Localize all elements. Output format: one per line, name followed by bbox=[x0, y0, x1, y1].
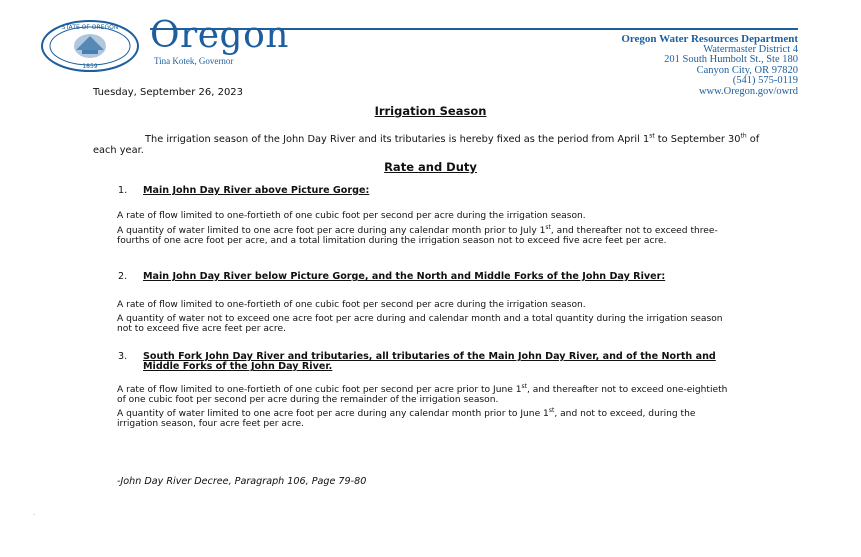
item-number: 3. bbox=[118, 351, 128, 362]
agency-block bbox=[621, 34, 798, 98]
item-heading-text: Main John Day River above Picture Gorge: bbox=[143, 185, 370, 196]
item-heading bbox=[118, 352, 738, 372]
address-line: 201 South Humbolt St., Ste 180 bbox=[664, 54, 798, 66]
seal-year: 1859 bbox=[82, 63, 98, 70]
item-number: 2. bbox=[118, 271, 128, 282]
intro-paragraph: The irrigation season of the John Day River and its tributaries is hereby fixed as the period from April 1st to September 30th of each year. bbox=[93, 132, 760, 156]
seal-top-text: STATE OF OREGON bbox=[61, 24, 119, 31]
item-heading bbox=[118, 272, 738, 282]
page-mark: . bbox=[33, 510, 35, 517]
website-link: www.Oregon.gov/owrd bbox=[698, 85, 798, 97]
oregon-logo: Oregon bbox=[150, 15, 289, 56]
document-date: Tuesday, September 26, 2023 bbox=[93, 87, 244, 98]
quantity-paragraph: A quantity of water limited to one acre foot per acre during any calendar month prior to June 1st, and not to exceed, during the irrigation season, four acre feet per acre. bbox=[117, 406, 696, 429]
governor-name: Tina Kotek, Governor bbox=[154, 56, 234, 66]
rate-paragraph: A rate of flow limited to one-fortieth of one cubic foot per second per acre during the irrigation season. bbox=[117, 300, 586, 310]
quantity-paragraph: A quantity of water not to exceed one acre foot per acre during and calendar month and a total quantity during the irrigation season not to exceed five acre feet per acre. bbox=[117, 314, 723, 334]
quantity-paragraph: A quantity of water limited to one acre foot per acre during any calendar month prior to July 1st, and thereafter not to exceed three-fourths of one acre foot per acre, and a total limitation during the irrigation season not to exceed five acre feet per acre. bbox=[117, 223, 718, 246]
address-line: Canyon City, OR 97820 bbox=[696, 64, 798, 76]
rate-paragraph: A rate of flow limited to one-fortieth of one cubic foot per second per acre during the irrigation season. bbox=[117, 211, 586, 221]
item-heading-text: South Fork John Day River and tributaries, all tributaries of the Main John Day River, and of the North and Middle Forks of the John Day River. bbox=[143, 351, 716, 373]
address-line: Watermaster District 4 bbox=[703, 43, 798, 55]
oregon-state-seal bbox=[40, 20, 140, 72]
rate-paragraph: A rate of flow limited to one-fortieth of one cubic foot per second per acre prior to June 1st, and thereafter not to exceed one-eightieth of one cubic foot per second per acre during the remainder of the irrigation season. bbox=[117, 382, 728, 405]
decree-citation: -John Day River Decree, Paragraph 106, Page 79-80 bbox=[117, 476, 367, 487]
phone-number: (541) 575-0119 bbox=[732, 75, 798, 87]
document-title: Irrigation Season bbox=[374, 104, 487, 118]
department-name: Oregon Water Resources Department bbox=[621, 33, 798, 45]
item-heading bbox=[118, 186, 738, 196]
item-heading-text: Main John Day River below Picture Gorge, and the North and Middle Forks of the John Day River: bbox=[143, 271, 666, 282]
section-title: Rate and Duty bbox=[384, 160, 477, 174]
item-number: 1. bbox=[118, 185, 128, 196]
